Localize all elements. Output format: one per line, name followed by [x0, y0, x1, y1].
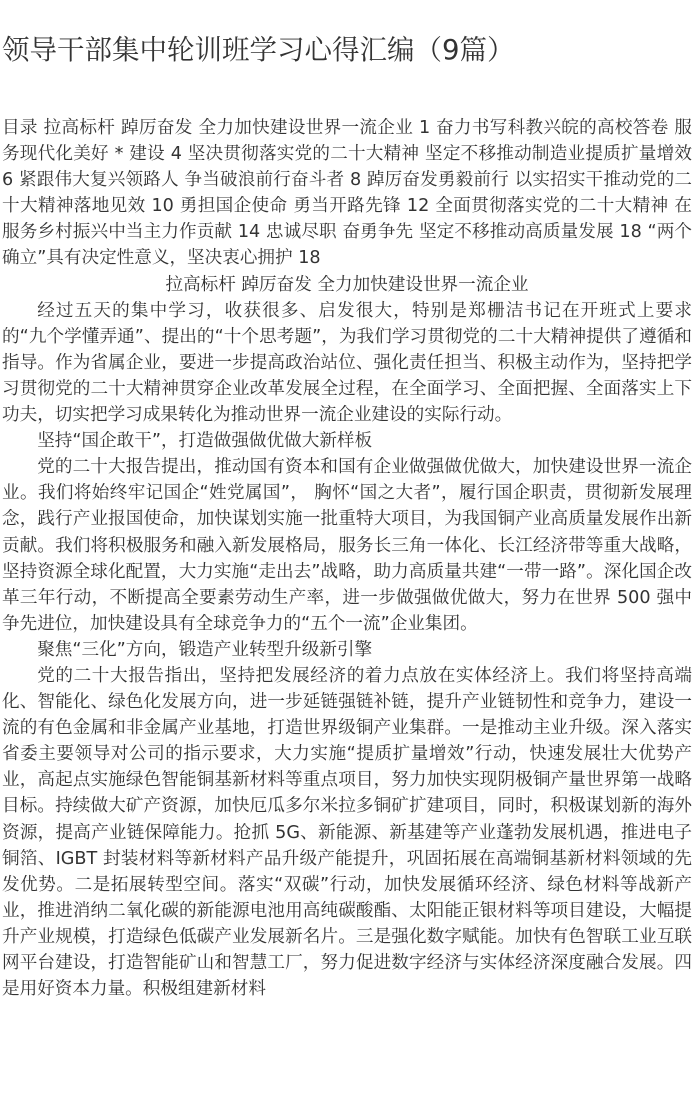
section-title: 拉高标杆 踔厉奋发 全力加快建设世界一流企业 — [165, 274, 529, 295]
document-body — [2, 115, 692, 1002]
subheading: 坚持“国企敢干”，打造做强做优做大新样板 — [37, 431, 373, 452]
paragraph: 经过五天的集中学习，收获很多、启发很大，特别是郑栅洁书记在开班式上要求的“九个学懂弄通”、提出的“十个思考题”，为我们学习贯彻党的二十大精神提供了遵循和指导。作为省属企业，要进一步提高政治站位、强化责任担当、积极主动作为，坚持把学习贯彻党的二十大精神贯穿企业改革发展全过程，在全面学习、全面把握、全面落实上下功夫，切实把学习成果转化为推动世界一流企业建设的实际行动。 — [2, 300, 692, 426]
paragraph: 党的二十大报告提出，推动国有资本和国有企业做强做优做大，加快建设世界一流企业。我们将始终牢记国企“姓党属国”， 胸怀“国之大者”，履行国企职责，贯彻新发展理念，践行产业报国使命，加快谋划实施一批重特大项目，为我国铜产业高质量发展作出新贡献。我们将积极服务和融入新发展格局，服务长三角一体化、长江经济带等重大战略，坚持资源全球化配置，大力实施“走出去”战略，助力高质量共建“一带一路”。深化国企改革三年行动，不断提高全要素劳动生产率，进一步做强做优做大，努力在世界 500 强中争先进位，加快建设具有全球竞争力的“五个一流”企业集团。 — [2, 457, 692, 634]
document-title: 领导干部集中轮训班学习心得汇编（9篇） — [2, 34, 515, 66]
table-of-contents: 目录 拉高标杆 踔厉奋发 全力加快建设世界一流企业 1 奋力书写科教兴皖的高校答卷 服务现代化美好 * 建设 4 坚决贯彻落实党的二十大精神 坚定不移推动制造业提质扩量增效 6 紧跟伟大复兴领路人 争当破浪前行奋斗者 8 踔厉奋发勇毅前行 以实招实干推动党的二十大精神落地见效 10 勇担国企使命 勇当开路先锋 12 全面贯彻落实党的二十大精神 在服务乡村振兴中当主力作贡献 14 忠诚尽职 奋勇争先 坚定不移推动高质量发展 18 “两个确立”具有决定性意义，坚决衷心拥护 18 — [2, 118, 692, 269]
paragraph: 党的二十大报告指出，坚持把发展经济的着力点放在实体经济上。我们将坚持高端化、智能化、绿色化发展方向，进一步延链强链补链，提升产业链韧性和竞争力，建设一流的有色金属和非金属产业基地，打造世界级铜产业集群。一是推动主业升级。深入落实省委主要领导对公司的指示要求，大力实施“提质扩量增效”行动，快速发展壮大优势产业，高起点实施绿色智能铜基新材料等重点项目，努力加快实现阴极铜产量世界第一战略目标。持续做大矿产资源，加快厄瓜多尔米拉多铜矿扩建项目，同时，积极谋划新的海外资源，提高产业链保障能力。抢抓 5G、新能源、新基建等产业蓬勃发展机遇，推进电子铜箔、IGBT 封装材料等新材料产品升级产能提升，巩固拓展在高端铜基新材料领域的先发优势。二是拓展转型空间。落实“双碳”行动，加快发展循环经济、绿色材料等战新产业，推进消纳二氧化碳的新能源电池用高纯碳酸酯、太阳能正银材料等项目建设，大幅提升产业规模，打造绿色低碳产业发展新名片。三是强化数字赋能。加快有色智联工业互联网平台建设，打造智能矿山和智慧工厂，努力促进数字经济与实体经济深度融合发展。四是用好资本力量。积极组建新材料 — [2, 665, 692, 1000]
subheading: 聚焦“三化”方向，锻造产业转型升级新引擎 — [37, 639, 373, 660]
